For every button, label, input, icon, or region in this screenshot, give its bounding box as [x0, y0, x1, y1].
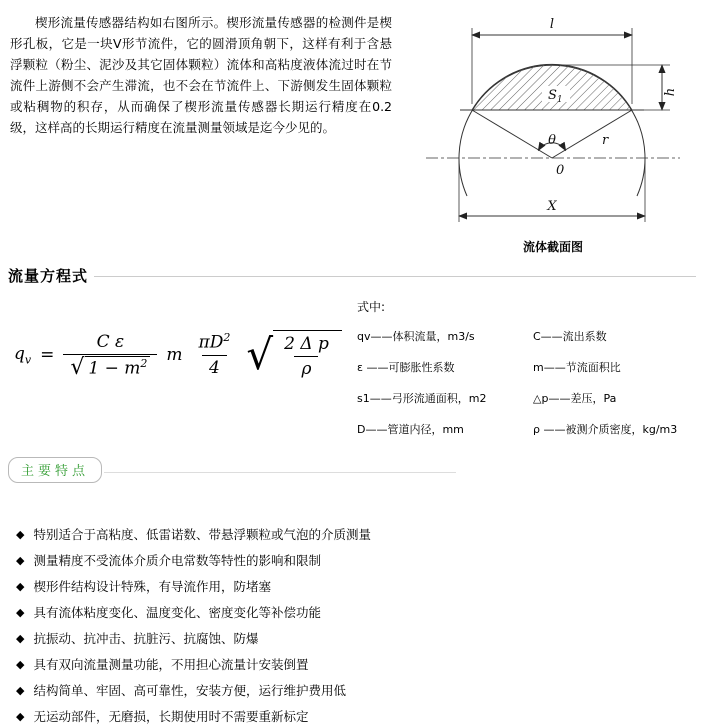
- feature-text: 特别适合于高粘度、低雷诺数、带悬浮颗粒或气泡的介质测量: [33, 527, 371, 542]
- diamond-bullet-icon: ◆: [16, 710, 25, 723]
- feature-text: 具有双向流量测量功能，不用担心流量计安装倒置: [33, 657, 309, 672]
- fluid-section-diagram: [412, 10, 694, 255]
- divider: [94, 276, 696, 277]
- definition: ρ ——被测介质密度，kg/m3: [533, 423, 678, 436]
- feature-text: 无运动部件，无磨损，长期使用时不需要重新标定: [33, 709, 309, 724]
- radius-right: [552, 110, 632, 158]
- eq-sqrt-term: √ $\frac{\text{2 Δ p}}{\rho}$: [246, 330, 342, 381]
- feature-text: 测量精度不受流体介质介电常数等特性的影响和限制: [33, 553, 321, 568]
- definition: m——节流面积比: [533, 361, 621, 374]
- feature-text: 抗振动、抗冲击、抗脏污、抗腐蚀、防爆: [33, 631, 259, 646]
- label-x: X: [547, 199, 557, 214]
- equation-heading: 流量方程式: [8, 267, 89, 285]
- where-label: 式中:: [357, 300, 386, 314]
- eq-factor-m: m: [166, 345, 183, 366]
- equation-section-head: [8, 265, 696, 286]
- label-r: r: [602, 133, 609, 148]
- feature-item: [16, 603, 696, 623]
- definition: △p——差压，Pa: [533, 392, 617, 405]
- eq-fraction-1: C ε √ $1 - m^2$: [63, 331, 157, 381]
- diamond-bullet-icon: ◆: [16, 632, 25, 645]
- radical-sign: √: [70, 354, 85, 380]
- feature-text: 结构简单、牢固、高可靠性，安装方便，运行维护费用低: [33, 683, 346, 698]
- flow-equation: [14, 330, 353, 381]
- eq-lhs: $q_v$: [14, 344, 32, 367]
- diamond-bullet-icon: ◆: [16, 684, 25, 697]
- feature-item: [16, 525, 696, 545]
- diagram-caption: 流体截面图: [522, 240, 583, 254]
- diamond-bullet-icon: ◆: [16, 658, 25, 671]
- equation-row: [8, 296, 696, 437]
- definition: ε ——可膨胀性系数: [357, 361, 455, 374]
- radical-sign: √: [246, 330, 274, 380]
- definitions-grid: [357, 328, 696, 437]
- formula-column: [8, 296, 353, 437]
- eq-fraction-2: $\frac{\pi D^2}{4}$: [198, 331, 231, 378]
- feature-item: [16, 551, 696, 571]
- definition: D——管道内径，mm: [357, 423, 464, 436]
- diamond-bullet-icon: ◆: [16, 580, 25, 593]
- eq-equals: =: [40, 345, 55, 366]
- feature-text: 楔形件结构设计特殊，有导流作用，防堵塞: [33, 579, 271, 594]
- diamond-bullet-icon: ◆: [16, 528, 25, 541]
- diamond-bullet-icon: ◆: [16, 554, 25, 567]
- radius-left: [472, 110, 552, 158]
- features-heading-badge: 主要特点: [8, 457, 102, 483]
- label-s1: $S_1$: [548, 88, 563, 105]
- feature-item: [16, 707, 696, 727]
- divider: [104, 472, 456, 473]
- feature-text: 具有流体粘度变化、温度变化、密度变化等补偿功能: [33, 605, 321, 620]
- top-section: [8, 10, 696, 255]
- cross-section-drawing: [412, 10, 694, 234]
- symbol-definitions: [353, 296, 696, 437]
- label-l: l: [549, 17, 555, 32]
- diamond-bullet-icon: ◆: [16, 606, 25, 619]
- features-list: [8, 525, 696, 727]
- definition: s1——弓形流通面积，m2: [357, 392, 487, 405]
- definition: qv——体积流量，m3/s: [357, 330, 475, 343]
- label-origin: 0: [556, 163, 565, 178]
- feature-item: [16, 681, 696, 701]
- label-theta: θ: [548, 133, 556, 148]
- features-section-head: [8, 457, 456, 483]
- label-h: h: [663, 87, 678, 97]
- feature-item: [16, 577, 696, 597]
- definition: C——流出系数: [533, 330, 607, 343]
- intro-paragraph: 楔形流量传感器结构如右图所示。楔形流量传感器的检测件是楔形孔板，它是一块V形节流件，它的圆滑顶角朝下，这样有利于含悬浮颗粒（粉尘、泥沙及其它固体颗粒）流体和高粘度液体流过时在节流件上游侧不会产生滞流，也不会在节流件上、下游侧发生固体颗粒或粘稠物的积存，从而确保了楔形流量传感器长期运行精度在0.2级，这样高的长期运行精度在流量测量领域是迄今少见的。: [10, 15, 392, 135]
- feature-item: [16, 629, 696, 649]
- feature-item: [16, 655, 696, 675]
